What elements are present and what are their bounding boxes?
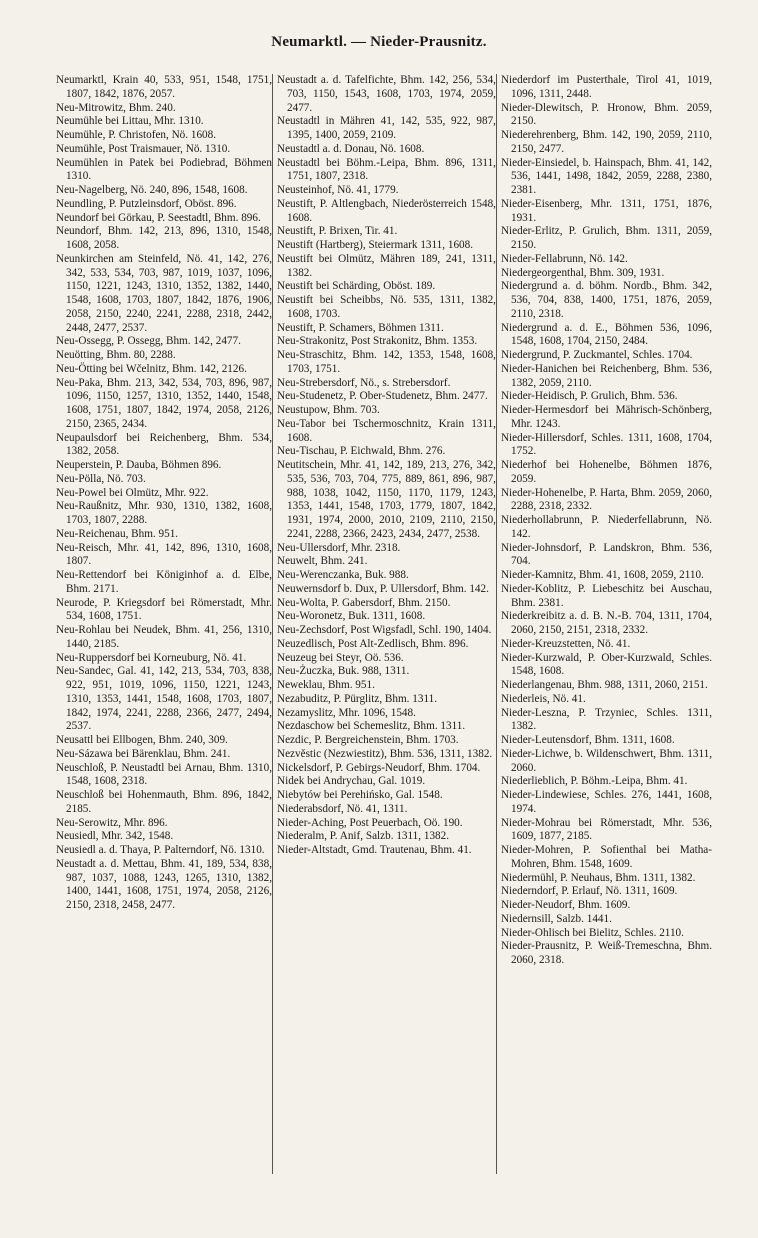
index-entry: Niedergeorgenthal, Bhm. 309, 1931. — [500, 266, 665, 279]
index-entry: Nieder-Hohenelbe, P. Harta, Bhm. 2059, 2060, 2288, 2318, 2332. — [500, 486, 713, 513]
index-entry: Nezvěstic (Nezwiestitz), Bhm. 536, 1311, 1382. — [277, 747, 493, 760]
index-entry: Neundorf bei Görkau, P. Seestadtl, Bhm. 896. — [56, 211, 261, 224]
index-entry: Neumühle, P. Christofen, Nö. 1608. — [56, 129, 217, 141]
index-entry: Neu-Ötting bei Wčelnitz, Bhm. 142, 2126. — [56, 362, 247, 375]
index-entry: Neustift (Hartberg), Steiermark 1311, 1608. — [277, 239, 474, 251]
index-entry: Nickelsdorf, P. Gebirgs-Neudorf, Bhm. 1704. — [277, 761, 481, 774]
index-entry: Neustift bei Scheibbs, Nö. 535, 1311, 1382, 1608, 1703. — [277, 294, 496, 320]
index-entry: Nieder-Leszna, P. Trzyniec, Schles. 1311, 1382. — [500, 706, 713, 733]
index-entry: Neuzedlisch, Post Alt-Zedlisch, Bhm. 896. — [277, 637, 469, 650]
index-entry: Niederlieblich, P. Böhm.-Leipa, Bhm. 41. — [500, 775, 688, 788]
index-entry: Nieder-Ohlisch bei Bielitz, Schles. 2110. — [500, 926, 684, 939]
index-entry: Neurode, P. Kriegsdorf bei Römerstadt, Mhr. 534, 1608, 1751. — [56, 596, 272, 623]
index-entry: Neu-Reichenau, Bhm. 951. — [56, 527, 179, 540]
index-entry: Niedernsill, Salzb. 1441. — [500, 912, 612, 925]
index-entry: Nieder-Mohrau bei Römerstadt, Mhr. 536, 1609, 1877, 2185. — [500, 816, 713, 843]
index-entry: Nieder-Heidisch, P. Grulich, Bhm. 536. — [500, 390, 678, 403]
index-entry: Niederlangenau, Bhm. 988, 1311, 2060, 2151. — [500, 679, 708, 691]
index-entry: Niederndorf, P. Erlauf, Nö. 1311, 1609. — [500, 885, 678, 898]
index-entry: Niederalm, P. Anif, Salzb. 1311, 1382. — [277, 830, 450, 843]
index-entry: Neuzeug bei Steyr, Oö. 536. — [277, 651, 404, 664]
index-entry: Nieder-Lindewiese, Schles. 276, 1441, 1608, 1974. — [500, 789, 713, 815]
index-entry: Neustadt a. d. Tafelfichte, Bhm. 142, 256, 534, 703, 1150, 1543, 1608, 1703, 1974, 2059, 2477. — [277, 74, 496, 114]
index-entry: Neu-Sandec, Gal. 41, 142, 213, 534, 703, 838, 922, 951, 1019, 1096, 1150, 1221, 1243, 1310, 1353, 1441, 1548, 1608, 1703, 1807, 1842, 1974, 2241, 2288, 2366, 2477, 2494, 2537. — [56, 665, 272, 733]
index-entry: Nieder-Leutensdorf, Bhm. 1311, 1608. — [500, 734, 675, 746]
index-entry: Nieder-Dlewitsch, P. Hronow, Bhm. 2059, 2150. — [500, 101, 713, 128]
index-entry: Neu-Tabor bei Tschermoschnitz, Krain 1311, 1608. — [277, 417, 496, 444]
index-entry: Neu-Rettendorf bei Königinhof a. d. Elbe, Bhm. 2171. — [56, 569, 272, 595]
index-entry: Neu-Straschitz, Bhm. 142, 1353, 1548, 1608, 1703, 1751. — [277, 349, 496, 375]
index-entry: Neutitschein, Mhr. 41, 142, 189, 213, 276, 342, 535, 536, 703, 704, 775, 889, 861, 896, 987, 988, 1038, 1042, 1150, 1170, 1179, 1243, 1353, 1441, 1548, 1703, 1779, 1807, 1842, 1931, 1974, 2000, 2010, 2109, 2110, 2150, 2241, 2288, 2366, 2423, 2434, 2477, 2538. — [277, 459, 496, 540]
index-entry: Niedergrund a. d. böhm. Nordb., Bhm. 342, 536, 704, 838, 1400, 1751, 1876, 2059, 2110, 2318. — [500, 280, 713, 320]
index-entry: Nieder-Kamnitz, Bhm. 41, 1608, 2059, 2110. — [500, 569, 704, 581]
index-entry: Neustupow, Bhm. 703. — [277, 404, 380, 416]
index-entry: Niederehrenberg, Bhm. 142, 190, 2059, 2110, 2150, 2477. — [500, 129, 713, 155]
index-entry: Neusiedl a. d. Thaya, P. Palterndorf, Nö. 1310. — [56, 844, 265, 856]
index-entry: Neusiedl, Mhr. 342, 1548. — [56, 830, 174, 843]
index-entry: Nezabuditz, P. Pürglitz, Bhm. 1311. — [277, 692, 438, 705]
index-entry: Neu-Wolta, P. Gabersdorf, Bhm. 2150. — [277, 596, 451, 609]
column-3 — [496, 74, 712, 1174]
index-entry: Nieder-Fellabrunn, Nö. 142. — [500, 252, 628, 265]
index-entry: Neu-Serowitz, Mhr. 896. — [56, 816, 168, 829]
index-entry: Nieder-Johnsdorf, P. Landskron, Bhm. 536, 704. — [500, 541, 713, 568]
index-entry: Neundorf, Bhm. 142, 213, 896, 1310, 1548, 1608, 2058. — [56, 225, 272, 251]
index-entry: Neu-Nagelberg, Nö. 240, 896, 1548, 1608. — [56, 184, 248, 196]
column-1 — [56, 74, 272, 1174]
index-entry: Nieder-Koblitz, P. Liebeschitz bei Auschau, Bhm. 2381. — [500, 582, 713, 609]
index-entry: Nieder-Neudorf, Bhm. 1609. — [500, 899, 631, 911]
index-entry: Neu-Strebersdorf, Nö., s. Strebersdorf. — [277, 376, 451, 389]
index-entry: Neumühle, Post Traismauer, Nö. 1310. — [56, 142, 231, 155]
index-entry: Neustadt a. d. Mettau, Bhm. 41, 189, 534, 838, 987, 1037, 1088, 1243, 1265, 1310, 1382, 1400, 1441, 1608, 1751, 1974, 2058, 2126, 2150, 2318, 2458, 2477. — [56, 857, 272, 911]
index-entry: Neunkirchen am Steinfeld, Nö. 41, 142, 276, 342, 533, 534, 703, 987, 1019, 1037, 1096, 1150, 1221, 1243, 1310, 1352, 1382, 1440, 1548, 1608, 1703, 1807, 1842, 1876, 1906, 2058, 2150, 2240, 2241, 2288, 2318, 2442, 2448, 2477, 2537. — [56, 252, 272, 334]
index-entry: Neundling, P. Putzleinsdorf, Oböst. 896. — [56, 197, 237, 210]
index-entry: Neu-Raußnitz, Mhr. 930, 1310, 1382, 1608, 1703, 1807, 2288. — [56, 500, 272, 526]
index-entry: Niedergrund a. d. E., Böhmen 536, 1096, 1548, 1608, 1704, 2150, 2484. — [500, 321, 713, 348]
index-entry: Nieder-Kurzwald, P. Ober-Kurzwald, Schles. 1548, 1608. — [500, 651, 713, 678]
index-entry: Nezdic, P. Bergreichenstein, Bhm. 1703. — [277, 734, 459, 746]
index-entry: Neu-Powel bei Olmütz, Mhr. 922. — [56, 486, 209, 499]
index-entry: Niederleis, Nö. 41. — [500, 692, 586, 705]
index-entry: Neu-Paka, Bhm. 213, 342, 534, 703, 896, 987, 1096, 1150, 1257, 1310, 1352, 1440, 1548, 1608, 1751, 1807, 1842, 1974, 2058, 2126, 2150, 2365, 2434. — [56, 376, 272, 430]
index-entry: Nieder-Hermesdorf bei Mährisch-Schönberg, Mhr. 1243. — [500, 404, 713, 430]
index-entry: Neu-Sázawa bei Bärenklau, Bhm. 241. — [56, 747, 231, 760]
index-entry: Nieder-Altstadt, Gmd. Trautenau, Bhm. 41. — [277, 844, 472, 856]
index-entry: Neumühle bei Littau, Mhr. 1310. — [56, 115, 204, 128]
index-entry: Nieder-Prausnitz, P. Weiß-Tremeschna, Bhm. 2060, 2318. — [500, 940, 713, 966]
index-entry: Nidek bei Andrychau, Gal. 1019. — [277, 775, 426, 788]
index-entry: Neu-Pölla, Nö. 703. — [56, 472, 146, 485]
index-entry: Nieder-Lichwe, b. Wildenschwert, Bhm. 1311, 2060. — [500, 747, 713, 774]
index-entry: Neusattl bei Ellbogen, Bhm. 240, 309. — [56, 734, 228, 746]
index-entry: Neustift, P. Schamers, Böhmen 1311. — [277, 321, 444, 334]
index-entry: Neu-Woronetz, Buk. 1311, 1608. — [277, 610, 426, 623]
index-entry: Neu-Rohlau bei Neudek, Bhm. 41, 256, 1310, 1440, 2185. — [56, 624, 272, 650]
index-entry: Nieder-Eisenberg, Mhr. 1311, 1751, 1876, 1931. — [500, 197, 713, 224]
index-entry: Nieder-Hanichen bei Reichenberg, Bhm. 536, 1382, 2059, 2110. — [500, 362, 713, 389]
index-entry: Nezdaschow bei Schemeslitz, Bhm. 1311. — [277, 720, 466, 733]
index-entry: Niebytów bei Perehińsko, Gal. 1548. — [277, 789, 443, 801]
index-entry: Niedermühl, P. Neuhaus, Bhm. 1311, 1382. — [500, 871, 696, 884]
index-entry: Neustift bei Olmütz, Mähren 189, 241, 1311, 1382. — [277, 252, 496, 279]
index-entry: Neuschloß bei Hohenmauth, Bhm. 896, 1842, 2185. — [56, 789, 272, 815]
index-entry: Neuötting, Bhm. 80, 2288. — [56, 349, 176, 361]
index-entry: Neu-Werenczanka, Buk. 988. — [277, 569, 409, 581]
index-entry: Neusteinhof, Nö. 41, 1779. — [277, 184, 399, 196]
index-entry: Neumarktl, Krain 40, 533, 951, 1548, 1751, 1807, 1842, 1876, 2057. — [56, 74, 272, 100]
index-entry: Neustadtl in Mähren 41, 142, 535, 922, 987, 1395, 1400, 2059, 2109. — [277, 115, 496, 141]
page-title: Neumarktl. — Nieder-Prausnitz. — [271, 34, 487, 50]
index-entry: Niederhof bei Hohenelbe, Böhmen 1876, 2059. — [500, 459, 713, 485]
index-entry: Neu-Ruppersdorf bei Korneuburg, Nö. 41. — [56, 651, 247, 664]
index-entry: Neu-Reisch, Mhr. 41, 142, 896, 1310, 1608, 1807. — [56, 541, 272, 568]
index-entry: Neu-Zechsdorf, Post Wigsfadl, Schl. 190, 1404. — [277, 624, 492, 636]
index-entry: Neu-Żuczka, Buk. 988, 1311. — [277, 665, 410, 678]
index-entry: Neu-Strakonitz, Post Strakonitz, Bhm. 1353. — [277, 335, 478, 348]
index-entry: Neustift, P. Altlengbach, Niederösterreich 1548, 1608. — [277, 197, 496, 224]
index-entry: Neuperstein, P. Dauba, Böhmen 896. — [56, 459, 222, 471]
index-entry: Neustift, P. Brixen, Tir. 41. — [277, 225, 398, 238]
index-entry: Neustadtl bei Böhm.-Leipa, Bhm. 896, 1311, 1751, 1807, 2318. — [277, 156, 496, 183]
index-entry: Neu-Ossegg, P. Ossegg, Bhm. 142, 2477. — [56, 335, 241, 348]
index-entry: Nieder-Mohren, P. Sofienthal bei Matha-Mohren, Bhm. 1548, 1609. — [500, 844, 713, 870]
index-entry: Niedergrund, P. Zuckmantel, Schles. 1704. — [500, 349, 693, 361]
index-entry: Neu-Studenetz, P. Ober-Studenetz, Bhm. 2477. — [277, 390, 488, 403]
index-entry: Neumühlen in Patek bei Podiebrad, Böhmen 1310. — [56, 156, 272, 183]
index-entry: Neuwelt, Bhm. 241. — [277, 555, 368, 568]
index-entry: Neuwernsdorf b. Dux, P. Ullersdorf, Bhm. 142. — [277, 582, 489, 595]
index-entry: Nieder-Erlitz, P. Grulich, Bhm. 1311, 2059, 2150. — [500, 225, 713, 251]
index-entry: Neupaulsdorf bei Reichenberg, Bhm. 534, 1382, 2058. — [56, 431, 272, 458]
index-columns — [56, 74, 712, 1174]
index-entry: Nieder-Aching, Post Peuerbach, Oö. 190. — [277, 816, 463, 829]
index-entry: Neuschloß, P. Neustadtl bei Arnau, Bhm. 1310, 1548, 1608, 2318. — [56, 761, 272, 788]
index-entry: Neweklau, Bhm. 951. — [277, 679, 375, 691]
index-entry: Nieder-Hillersdorf, Schles. 1311, 1608, 1704, 1752. — [500, 431, 713, 458]
page-header — [0, 34, 758, 51]
index-entry: Niederkreibitz a. d. B. N.-B. 704, 1311, 1704, 2060, 2150, 2151, 2318, 2332. — [500, 610, 713, 636]
index-entry: Neustift bei Schärding, Oböst. 189. — [277, 280, 436, 293]
index-entry: Niederabsdorf, Nö. 41, 1311. — [277, 802, 408, 815]
index-entry: Nezamyslitz, Mhr. 1096, 1548. — [277, 706, 416, 719]
index-entry: Nieder-Einsiedel, b. Hainspach, Bhm. 41, 142, 536, 1441, 1498, 1842, 2059, 2288, 2380, 2381. — [500, 156, 713, 196]
index-entry: Niederhollabrunn, P. Niederfellabrunn, Nö. 142. — [500, 514, 713, 540]
index-entry: Niederdorf im Pusterthale, Tirol 41, 1019, 1096, 1311, 2448. — [500, 74, 713, 100]
index-entry: Nieder-Kreuzstetten, Nö. 41. — [500, 637, 631, 650]
index-entry: Neu-Tischau, P. Eichwald, Bhm. 276. — [277, 445, 446, 458]
index-entry: Neustadtl a. d. Donau, Nö. 1608. — [277, 142, 425, 155]
index-entry: Neu-Ullersdorf, Mhr. 2318. — [277, 541, 401, 554]
index-entry: Neu-Mitrowitz, Bhm. 240. — [56, 101, 176, 114]
column-2 — [272, 74, 496, 1174]
